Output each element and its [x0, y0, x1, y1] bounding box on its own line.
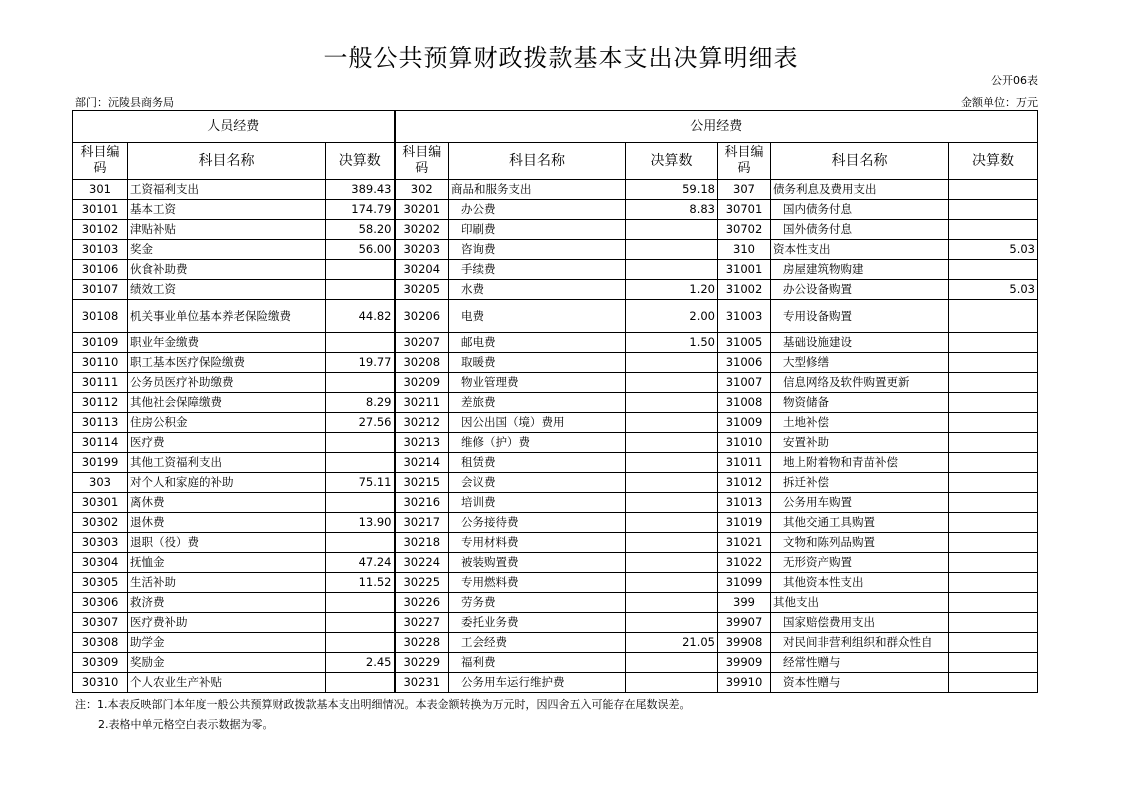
name-cell: 绩效工资 [128, 280, 326, 300]
code-cell: 30205 [395, 280, 449, 300]
code-cell: 30224 [395, 553, 449, 573]
amount-cell: 174.79 [326, 200, 395, 220]
name-cell: 公务用车运行维护费 [449, 673, 626, 693]
name-cell: 助学金 [128, 633, 326, 653]
code-cell: 307 [718, 180, 771, 200]
code-cell: 39908 [718, 633, 771, 653]
amount-cell: 8.83 [626, 200, 718, 220]
amount-cell [326, 493, 395, 513]
name-cell: 工资福利支出 [128, 180, 326, 200]
code-cell: 39907 [718, 613, 771, 633]
col-header-code: 科目编码 [73, 143, 128, 180]
code-cell: 30231 [395, 673, 449, 693]
amount-cell: 2.00 [626, 300, 718, 333]
code-cell: 30203 [395, 240, 449, 260]
amount-cell: 21.05 [626, 633, 718, 653]
expenditure-table [72, 110, 1038, 693]
amount-cell [949, 633, 1038, 653]
amount-cell [326, 613, 395, 633]
name-cell: 离休费 [128, 493, 326, 513]
code-cell: 30701 [718, 200, 771, 220]
code-cell: 30113 [73, 413, 128, 433]
code-cell: 31022 [718, 553, 771, 573]
table-row [73, 240, 1038, 260]
name-cell: 其他工资福利支出 [128, 453, 326, 473]
name-cell: 土地补偿 [771, 413, 949, 433]
table-row [73, 200, 1038, 220]
col-header-amount: 决算数 [326, 143, 395, 180]
code-cell: 39910 [718, 673, 771, 693]
col-header-amount: 决算数 [949, 143, 1038, 180]
amount-cell [949, 673, 1038, 693]
amount-cell [326, 453, 395, 473]
name-cell: 被装购置费 [449, 553, 626, 573]
name-cell: 咨询费 [449, 240, 626, 260]
name-cell: 个人农业生产补贴 [128, 673, 326, 693]
code-cell: 302 [395, 180, 449, 200]
table-row [73, 533, 1038, 553]
name-cell: 物业管理费 [449, 373, 626, 393]
name-cell: 医疗费补助 [128, 613, 326, 633]
name-cell: 债务利息及费用支出 [771, 180, 949, 200]
code-cell: 31007 [718, 373, 771, 393]
name-cell: 办公设备购置 [771, 280, 949, 300]
code-cell: 30199 [73, 453, 128, 473]
name-cell: 国内债务付息 [771, 200, 949, 220]
name-cell: 奖励金 [128, 653, 326, 673]
code-cell: 30107 [73, 280, 128, 300]
name-cell: 津贴补贴 [128, 220, 326, 240]
code-cell: 30201 [395, 200, 449, 220]
name-cell: 信息网络及软件购置更新 [771, 373, 949, 393]
amount-cell [949, 413, 1038, 433]
amount-cell [326, 673, 395, 693]
amount-cell: 1.50 [626, 333, 718, 353]
table-row [73, 413, 1038, 433]
amount-cell: 11.52 [326, 573, 395, 593]
code-cell: 31003 [718, 300, 771, 333]
amount-cell [949, 180, 1038, 200]
code-cell: 30304 [73, 553, 128, 573]
name-cell: 国家赔偿费用支出 [771, 613, 949, 633]
code-cell: 30112 [73, 393, 128, 413]
code-cell: 30101 [73, 200, 128, 220]
code-cell: 31012 [718, 473, 771, 493]
name-cell: 专用设备购置 [771, 300, 949, 333]
name-cell: 劳务费 [449, 593, 626, 613]
amount-cell [626, 493, 718, 513]
name-cell: 印刷费 [449, 220, 626, 240]
name-cell: 基础设施建设 [771, 333, 949, 353]
name-cell: 生活补助 [128, 573, 326, 593]
code-cell: 30226 [395, 593, 449, 613]
code-cell: 30307 [73, 613, 128, 633]
amount-cell [626, 573, 718, 593]
col-header-code: 科目编码 [718, 143, 771, 180]
table-row [73, 180, 1038, 200]
code-cell: 301 [73, 180, 128, 200]
name-cell: 邮电费 [449, 333, 626, 353]
name-cell: 伙食补助费 [128, 260, 326, 280]
amount-cell [326, 260, 395, 280]
name-cell: 商品和服务支出 [449, 180, 626, 200]
amount-cell [949, 200, 1038, 220]
name-cell: 因公出国（境）费用 [449, 413, 626, 433]
amount-cell: 1.20 [626, 280, 718, 300]
amount-cell [626, 613, 718, 633]
code-cell: 30110 [73, 353, 128, 373]
code-cell: 31010 [718, 433, 771, 453]
amount-cell: 5.03 [949, 240, 1038, 260]
amount-cell [949, 473, 1038, 493]
code-cell: 39909 [718, 653, 771, 673]
code-cell: 30212 [395, 413, 449, 433]
table-row [73, 280, 1038, 300]
amount-cell [949, 593, 1038, 613]
code-cell: 310 [718, 240, 771, 260]
amount-cell [626, 433, 718, 453]
table-row [73, 593, 1038, 613]
name-cell: 救济费 [128, 593, 326, 613]
group-header-public: 公用经费 [395, 111, 1038, 143]
table-row [73, 473, 1038, 493]
code-cell: 30103 [73, 240, 128, 260]
form-number: 公开06表 [991, 74, 1038, 87]
code-cell: 31011 [718, 453, 771, 473]
name-cell: 水费 [449, 280, 626, 300]
name-cell: 文物和陈列品购置 [771, 533, 949, 553]
amount-cell: 27.56 [326, 413, 395, 433]
col-header-name: 科目名称 [128, 143, 326, 180]
name-cell: 手续费 [449, 260, 626, 280]
amount-cell [949, 373, 1038, 393]
page-title: 一般公共预算财政拨款基本支出决算明细表 [323, 44, 799, 72]
code-cell: 31013 [718, 493, 771, 513]
name-cell: 大型修缮 [771, 353, 949, 373]
amount-cell [626, 653, 718, 673]
amount-cell [326, 373, 395, 393]
amount-cell: 58.20 [326, 220, 395, 240]
amount-cell: 47.24 [326, 553, 395, 573]
name-cell: 职业年金缴费 [128, 333, 326, 353]
amount-cell [326, 333, 395, 353]
name-cell: 其他交通工具购置 [771, 513, 949, 533]
code-cell: 30310 [73, 673, 128, 693]
name-cell: 公务员医疗补助缴费 [128, 373, 326, 393]
amount-cell [949, 493, 1038, 513]
name-cell: 办公费 [449, 200, 626, 220]
table-row [73, 513, 1038, 533]
amount-cell [949, 533, 1038, 553]
table-row [73, 353, 1038, 373]
amount-cell [326, 533, 395, 553]
amount-cell [626, 533, 718, 553]
table-row [73, 373, 1038, 393]
code-cell: 30227 [395, 613, 449, 633]
name-cell: 专用燃料费 [449, 573, 626, 593]
name-cell: 工会经费 [449, 633, 626, 653]
code-cell: 30228 [395, 633, 449, 653]
amount-cell [326, 633, 395, 653]
amount-cell [949, 573, 1038, 593]
code-cell: 30213 [395, 433, 449, 453]
amount-cell: 2.45 [326, 653, 395, 673]
code-cell: 30111 [73, 373, 128, 393]
code-cell: 30216 [395, 493, 449, 513]
code-cell: 30202 [395, 220, 449, 240]
code-cell: 30211 [395, 393, 449, 413]
code-cell: 31005 [718, 333, 771, 353]
code-cell: 303 [73, 473, 128, 493]
name-cell: 对个人和家庭的补助 [128, 473, 326, 493]
name-cell: 其他支出 [771, 593, 949, 613]
name-cell: 经常性赠与 [771, 653, 949, 673]
footnote-1: 注：1.本表反映部门本年度一般公共预算财政拨款基本支出明细情况。本表金额转换为万元时，因四舍五入可能存在尾数误差。 [75, 698, 691, 711]
table-row [73, 433, 1038, 453]
amount-cell [949, 333, 1038, 353]
name-cell: 租赁费 [449, 453, 626, 473]
amount-cell [626, 240, 718, 260]
code-cell: 31002 [718, 280, 771, 300]
col-header-name: 科目名称 [771, 143, 949, 180]
code-cell: 31008 [718, 393, 771, 413]
code-cell: 31001 [718, 260, 771, 280]
amount-cell [626, 220, 718, 240]
name-cell: 退职（役）费 [128, 533, 326, 553]
amount-cell: 59.18 [626, 180, 718, 200]
name-cell: 住房公积金 [128, 413, 326, 433]
code-cell: 30207 [395, 333, 449, 353]
amount-cell: 44.82 [326, 300, 395, 333]
code-cell: 30225 [395, 573, 449, 593]
amount-cell [949, 553, 1038, 573]
amount-cell [626, 593, 718, 613]
code-cell: 31021 [718, 533, 771, 553]
amount-cell [626, 413, 718, 433]
table-row [73, 453, 1038, 473]
name-cell: 拆迁补偿 [771, 473, 949, 493]
code-cell: 30214 [395, 453, 449, 473]
amount-cell [949, 513, 1038, 533]
name-cell: 对民间非营利组织和群众性自 [771, 633, 949, 653]
code-cell: 30102 [73, 220, 128, 240]
code-cell: 30229 [395, 653, 449, 673]
amount-cell [949, 353, 1038, 373]
amount-cell [949, 393, 1038, 413]
col-header-amount: 决算数 [626, 143, 718, 180]
amount-cell: 75.11 [326, 473, 395, 493]
code-cell: 30309 [73, 653, 128, 673]
amount-cell: 8.29 [326, 393, 395, 413]
amount-cell [949, 300, 1038, 333]
amount-cell [626, 353, 718, 373]
name-cell: 国外债务付息 [771, 220, 949, 240]
name-cell: 取暖费 [449, 353, 626, 373]
code-cell: 30702 [718, 220, 771, 240]
name-cell: 专用材料费 [449, 533, 626, 553]
name-cell: 退休费 [128, 513, 326, 533]
code-cell: 31009 [718, 413, 771, 433]
name-cell: 公务用车购置 [771, 493, 949, 513]
name-cell: 奖金 [128, 240, 326, 260]
name-cell: 地上附着物和青苗补偿 [771, 453, 949, 473]
amount-cell [626, 260, 718, 280]
name-cell: 基本工资 [128, 200, 326, 220]
code-cell: 30114 [73, 433, 128, 453]
code-cell: 30208 [395, 353, 449, 373]
name-cell: 差旅费 [449, 393, 626, 413]
name-cell: 维修（护）费 [449, 433, 626, 453]
code-cell: 30106 [73, 260, 128, 280]
name-cell: 其他社会保障缴费 [128, 393, 326, 413]
code-cell: 30306 [73, 593, 128, 613]
amount-cell [949, 433, 1038, 453]
code-cell: 31006 [718, 353, 771, 373]
table-row [73, 553, 1038, 573]
amount-cell [949, 613, 1038, 633]
code-cell: 31019 [718, 513, 771, 533]
name-cell: 公务接待费 [449, 513, 626, 533]
name-cell: 无形资产购置 [771, 553, 949, 573]
name-cell: 资本性赠与 [771, 673, 949, 693]
col-header-code: 科目编码 [395, 143, 449, 180]
amount-cell [949, 453, 1038, 473]
amount-cell [949, 653, 1038, 673]
name-cell: 电费 [449, 300, 626, 333]
amount-cell [326, 433, 395, 453]
amount-cell [626, 553, 718, 573]
table-row [73, 393, 1038, 413]
name-cell: 房屋建筑物购建 [771, 260, 949, 280]
amount-cell: 56.00 [326, 240, 395, 260]
code-cell: 30217 [395, 513, 449, 533]
code-cell: 30308 [73, 633, 128, 653]
table-row [73, 653, 1038, 673]
code-cell: 30209 [395, 373, 449, 393]
amount-cell: 5.03 [949, 280, 1038, 300]
code-cell: 30109 [73, 333, 128, 353]
table-row [73, 300, 1038, 333]
col-header-name: 科目名称 [449, 143, 626, 180]
name-cell: 抚恤金 [128, 553, 326, 573]
name-cell: 医疗费 [128, 433, 326, 453]
code-cell: 30108 [73, 300, 128, 333]
amount-cell [626, 453, 718, 473]
table-row [73, 260, 1038, 280]
code-cell: 30301 [73, 493, 128, 513]
department-label: 部门：沅陵县商务局 [75, 96, 174, 109]
code-cell: 30204 [395, 260, 449, 280]
group-header-personnel: 人员经费 [73, 111, 395, 143]
amount-cell [949, 220, 1038, 240]
table-row [73, 613, 1038, 633]
name-cell: 机关事业单位基本养老保险缴费 [128, 300, 326, 333]
footnote-2: 2.表格中单元格空白表示数据为零。 [98, 718, 274, 731]
name-cell: 委托业务费 [449, 613, 626, 633]
amount-cell [326, 593, 395, 613]
amount-cell [626, 393, 718, 413]
code-cell: 30206 [395, 300, 449, 333]
name-cell: 安置补助 [771, 433, 949, 453]
table-row [73, 673, 1038, 693]
amount-cell: 13.90 [326, 513, 395, 533]
name-cell: 其他资本性支出 [771, 573, 949, 593]
name-cell: 会议费 [449, 473, 626, 493]
code-cell: 30305 [73, 573, 128, 593]
table-row [73, 333, 1038, 353]
name-cell: 职工基本医疗保险缴费 [128, 353, 326, 373]
unit-label: 金额单位：万元 [961, 96, 1038, 109]
amount-cell [326, 280, 395, 300]
amount-cell: 19.77 [326, 353, 395, 373]
table-row [73, 493, 1038, 513]
name-cell: 福利费 [449, 653, 626, 673]
code-cell: 30215 [395, 473, 449, 493]
amount-cell [626, 673, 718, 693]
amount-cell [626, 513, 718, 533]
code-cell: 30303 [73, 533, 128, 553]
code-cell: 31099 [718, 573, 771, 593]
name-cell: 资本性支出 [771, 240, 949, 260]
code-cell: 30218 [395, 533, 449, 553]
name-cell: 培训费 [449, 493, 626, 513]
amount-cell [949, 260, 1038, 280]
amount-cell [626, 373, 718, 393]
table-row [73, 573, 1038, 593]
table-row [73, 220, 1038, 240]
code-cell: 399 [718, 593, 771, 613]
name-cell: 物资储备 [771, 393, 949, 413]
code-cell: 30302 [73, 513, 128, 533]
amount-cell [626, 473, 718, 493]
table-row [73, 633, 1038, 653]
amount-cell: 389.43 [326, 180, 395, 200]
